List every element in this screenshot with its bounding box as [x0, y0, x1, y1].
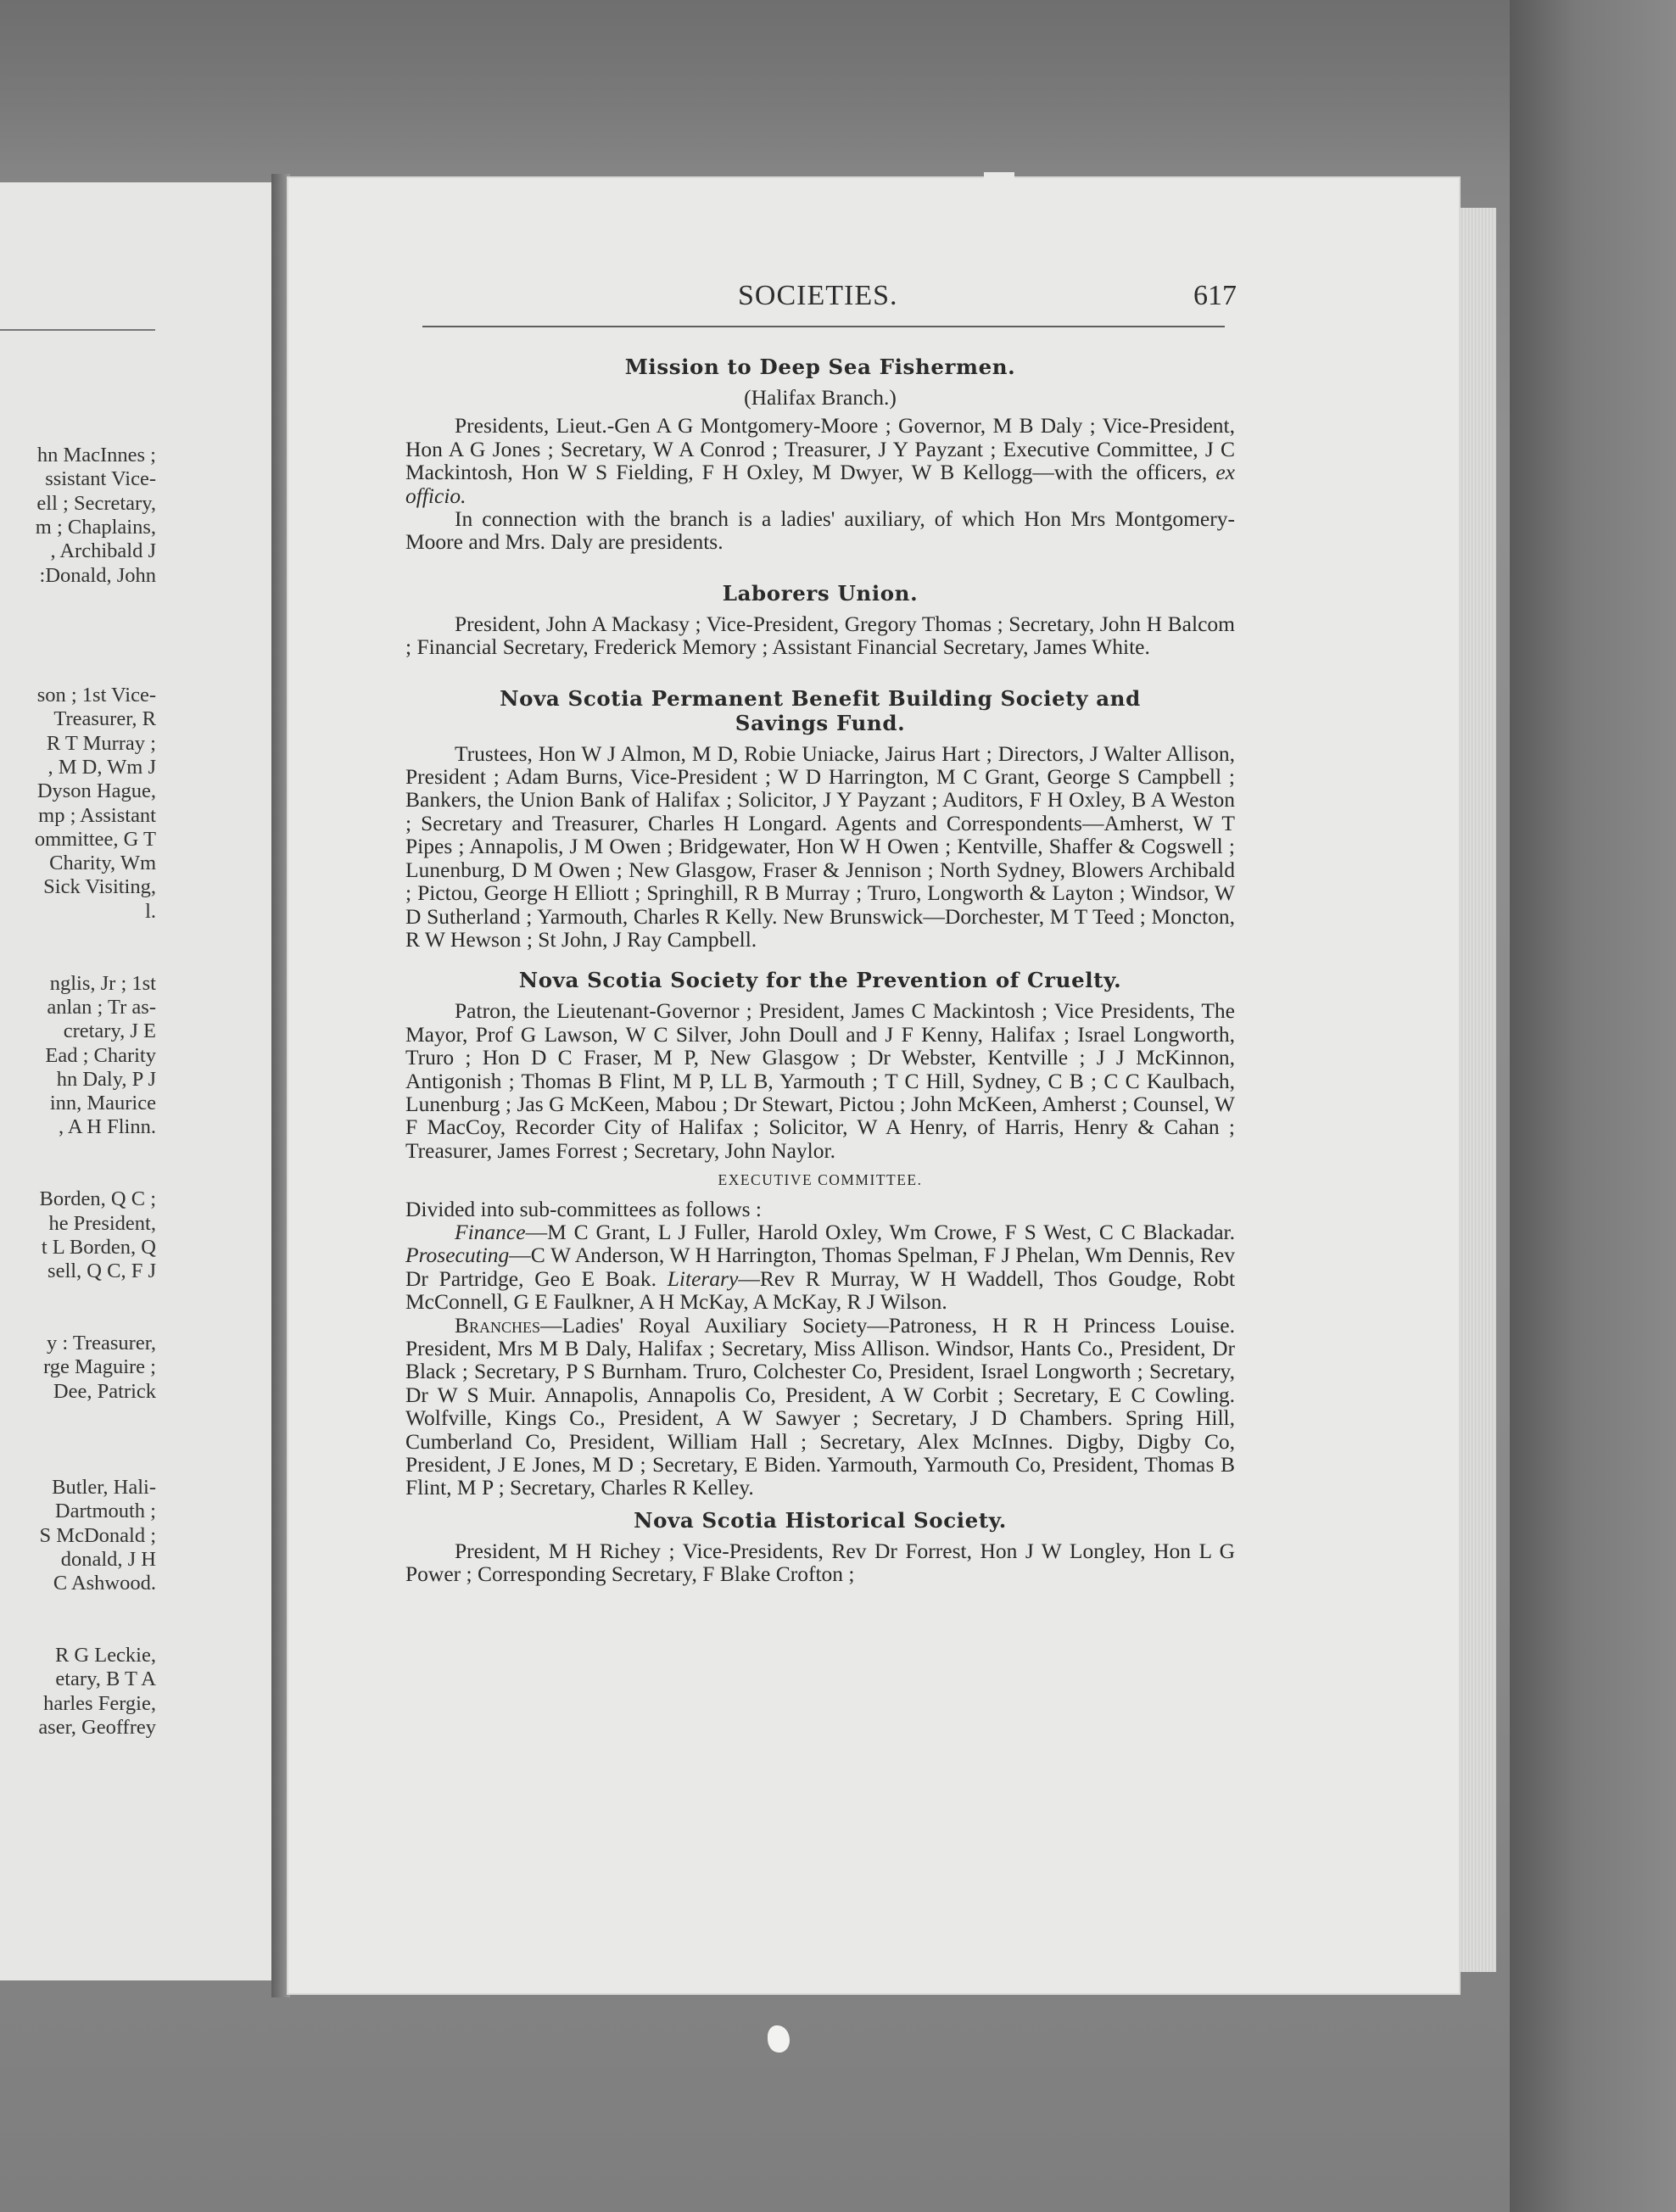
branches-text: —Ladies' Royal Auxiliary Society—Patroness, H R H Princess Louise. President, Mrs M B Daly, Halifax ; Secretary, Miss Allison. Windsor, Hants Co., President, Dr Black ; Secretary, P S Burnham. Truro, Colchester Co, President, Israel Longworth ; Secretary, Dr W S Muir. Annapolis, Annapolis Co, President, A W Corbit ; Secretary, E C Cowling. Wolfville, Kings Co., President, A W Sawyer ; Secretary, J D Chambers. Spring Hill, Cumberland Co, President, William Hall ; Secretary, Alex McInnes. Digby, Digby Co, President, J E Jones, M D ; Secretary, E Biden. Yarmouth, Yarmouth Co, President, Thomas B Flint, M P ; Secretary, Charles R Kelley. [405, 1312, 1235, 1500]
scan-top-shadow [0, 0, 1676, 170]
paper-speck [768, 2025, 790, 2053]
left-page-line: he President, [48, 1211, 156, 1235]
left-page-line: Sick Visiting, [43, 875, 156, 899]
text-column [405, 349, 1235, 1586]
prosecuting-label: Prosecuting [405, 1243, 510, 1268]
historical-body: President, M H Richey ; Vice-Presidents, Rev Dr Forrest, Hon J W Longley, Hon L G Power ; Corresponding Secretary, F Blake Crofton ; [405, 1538, 1235, 1587]
society-title-building [405, 686, 1235, 735]
left-page-line: rge Maguire ; [43, 1355, 156, 1379]
left-page-line: hn Daly, P J [56, 1067, 156, 1091]
left-page-line: son ; 1st Vice- [36, 684, 156, 707]
left-page-line: t L Borden, Q [41, 1235, 156, 1259]
society-title-historical: Nova Scotia Historical Society. [634, 1507, 1007, 1533]
prosecuting-members: —C W Anderson, W H Harrington, Thomas Spelman, F J Phelan, Wm Dennis, Rev Dr Partridge, Geo E Boak. [405, 1243, 1235, 1291]
mission-officers-text: Presidents, Lieut.-Gen A G Montgomery-Moore ; Governor, M B Daly ; Vice-President, Hon A G Jones ; Secretary, W A Conrod ; Treasurer, J Y Payzant ; Executive Committee, J C Mackintosh, Hon W S Fielding, F H Oxley, M Dwyer, W B Kellogg—with the officers, [405, 413, 1235, 485]
left-page-line: :Donald, John [39, 563, 156, 587]
sub-committees-intro: Divided into sub-committees as follows : [405, 1196, 762, 1221]
branches-label: Branches [455, 1312, 541, 1338]
left-page-line: m ; Chaplains, [35, 515, 156, 539]
left-page-line: Dyson Hague, [36, 779, 156, 803]
header-rule [422, 326, 1225, 327]
executive-committee-heading: EXECUTIVE COMMITTEE. [718, 1171, 923, 1189]
cruelty-body: Patron, the Lieutenant-Governor ; President, James C Mackintosh ; Vice Presidents, The Mayor, Prof G Lawson, W C Silver, John Doull and J F Kenny, Halifax ; Israel Longworth, Truro ; Hon D C Fraser, M P, New Glasgow ; Dr Webster, Kentville ; J J McKinnon, Antigonish ; Thomas B Flint, M P, LL B, Yarmouth ; T C Hill, Sydney, C B ; C C Kaulbach, Lunenburg ; Jas G McKeen, Mabou ; Dr Stewart, Pictou ; John McKeen, Amherst ; Counsel, W F MacCoy, Recorder City of Halifax ; Solicitor, W A Henry, of Harris, Henry & Cahan ; Treasurer, James Forrest ; Secretary, John Naylor. [405, 998, 1235, 1163]
society-subtitle-mission: (Halifax Branch.) [744, 385, 897, 410]
left-page-line: R G Leckie, [54, 1644, 156, 1667]
left-page-line: C Ashwood. [53, 1572, 156, 1595]
left-page-line: ommittee, G T [34, 827, 156, 851]
left-page-line: harles Fergie, [43, 1691, 156, 1715]
book-gutter [271, 174, 290, 1997]
left-page-line: Borden, Q C ; [39, 1187, 156, 1211]
building-title-line1: Nova Scotia Permanent Benefit Building Society and [500, 685, 1141, 711]
left-page [0, 182, 274, 1980]
left-page-line: l. [145, 899, 156, 923]
literary-label: Literary [667, 1265, 739, 1291]
society-title-mission: Mission to Deep Sea Fishermen. [624, 355, 1016, 379]
building-body: Trustees, Hon W J Almon, M D, Robie Uniacke, Jairus Hart ; Directors, J Walter Allison, President ; Adam Burns, Vice-President ; W D Harrington, M C Grant, George S Campbell ; Bankers, the Union Bank of Halifax ; Solicitor, J Y Payzant ; Auditors, F H Oxley, B A Weston ; Secretary and Treasurer, Charles H Longard. Agents and Correspondents—Amherst, W T Pipes ; Annapolis, J M Owen ; Bridgewater, Hon W H Owen ; Kentville, Shaffer & Cogswell ; Lunenburg, D M Owen ; New Glasgow, Fraser & Jennison ; North Sydney, Blowers Archibald ; Pictou, George H Elliott ; Springhill, R B Murray ; Truro, Longworth & Layton ; Windsor, W D Sutherland ; Yarmouth, Charles R Kelly. New Brunswick—Dorchester, M T Teed ; Moncton, R W Hewson ; St John, J Ray Campbell. [405, 740, 1235, 952]
sub-committees [405, 1221, 1235, 1314]
scan-right-margin [1510, 0, 1676, 2212]
left-page-line: nglis, Jr ; 1st [49, 971, 156, 995]
left-page-line: S McDonald ; [39, 1523, 156, 1547]
left-page-line: ell ; Secretary, [36, 491, 156, 515]
society-title-cruelty: Nova Scotia Society for the Prevention of Cruelty. [518, 968, 1122, 993]
left-page-line: , A H Flinn. [58, 1115, 156, 1139]
finance-label: Finance [455, 1219, 526, 1244]
left-page-line: Charity, Wm [49, 852, 156, 875]
left-page-line: anlan ; Tr as- [47, 995, 156, 1019]
mission-ex-officio: ex officio. [405, 460, 1235, 508]
left-page-line: mp ; Assistant [38, 803, 156, 827]
finance-members: —M C Grant, L J Fuller, Harold Oxley, Wm Crowe, F S West, C C Blackadar. [525, 1219, 1235, 1244]
running-head [422, 280, 1237, 322]
left-page-rule [0, 329, 155, 331]
left-page-line: hn MacInnes ; [36, 444, 156, 466]
left-page-line: Dartmouth ; [54, 1500, 156, 1523]
mission-auxiliary: In connection with the branch is a ladies' auxiliary, of which Hon Mrs Montgomery-Moore and Mrs. Daly are presidents. [405, 506, 1235, 555]
building-title-line2: Savings Fund. [735, 710, 906, 735]
left-page-line: R T Murray ; [46, 731, 156, 755]
literary-members: —Rev R Murray, W H Waddell, Thos Goudge, Robt McConnell, G E Faulkner, A H McKay, A McKay, R J Wilson. [405, 1265, 1236, 1315]
page-tab [984, 172, 1014, 209]
laborers-officers: President, John A Mackasy ; Vice-President, Gregory Thomas ; Secretary, John H Balcom ; Financial Secretary, Frederick Memory ; Assistant Financial Secretary, James White. [405, 611, 1235, 660]
left-page-line: sell, Q C, F J [47, 1260, 156, 1283]
left-page-line: , M D, Wm J [47, 755, 156, 779]
mission-officers [405, 414, 1235, 507]
branches [405, 1314, 1235, 1500]
left-page-line: y : Treasurer, [47, 1332, 156, 1355]
left-page-line: etary, B T A [55, 1667, 156, 1691]
left-page-line: ssistant Vice- [45, 467, 156, 491]
running-title: SOCIETIES. [738, 280, 898, 311]
society-title-laborers: Laborers Union. [722, 580, 919, 606]
left-page-line: inn, Maurice [49, 1092, 156, 1115]
left-page-line: Treasurer, R [53, 707, 156, 731]
left-page-line: cretary, J E [63, 1019, 156, 1043]
left-page-line: Dee, Patrick [53, 1379, 156, 1403]
left-page-line: , Archibald J [50, 539, 156, 563]
left-page-line: Butler, Hali- [52, 1475, 156, 1499]
left-page-line: donald, J H [60, 1547, 156, 1571]
left-page-line: Ead ; Charity [45, 1043, 156, 1067]
page-number: 617 [1193, 280, 1237, 311]
left-page-line: aser, Geoffrey [38, 1715, 156, 1739]
